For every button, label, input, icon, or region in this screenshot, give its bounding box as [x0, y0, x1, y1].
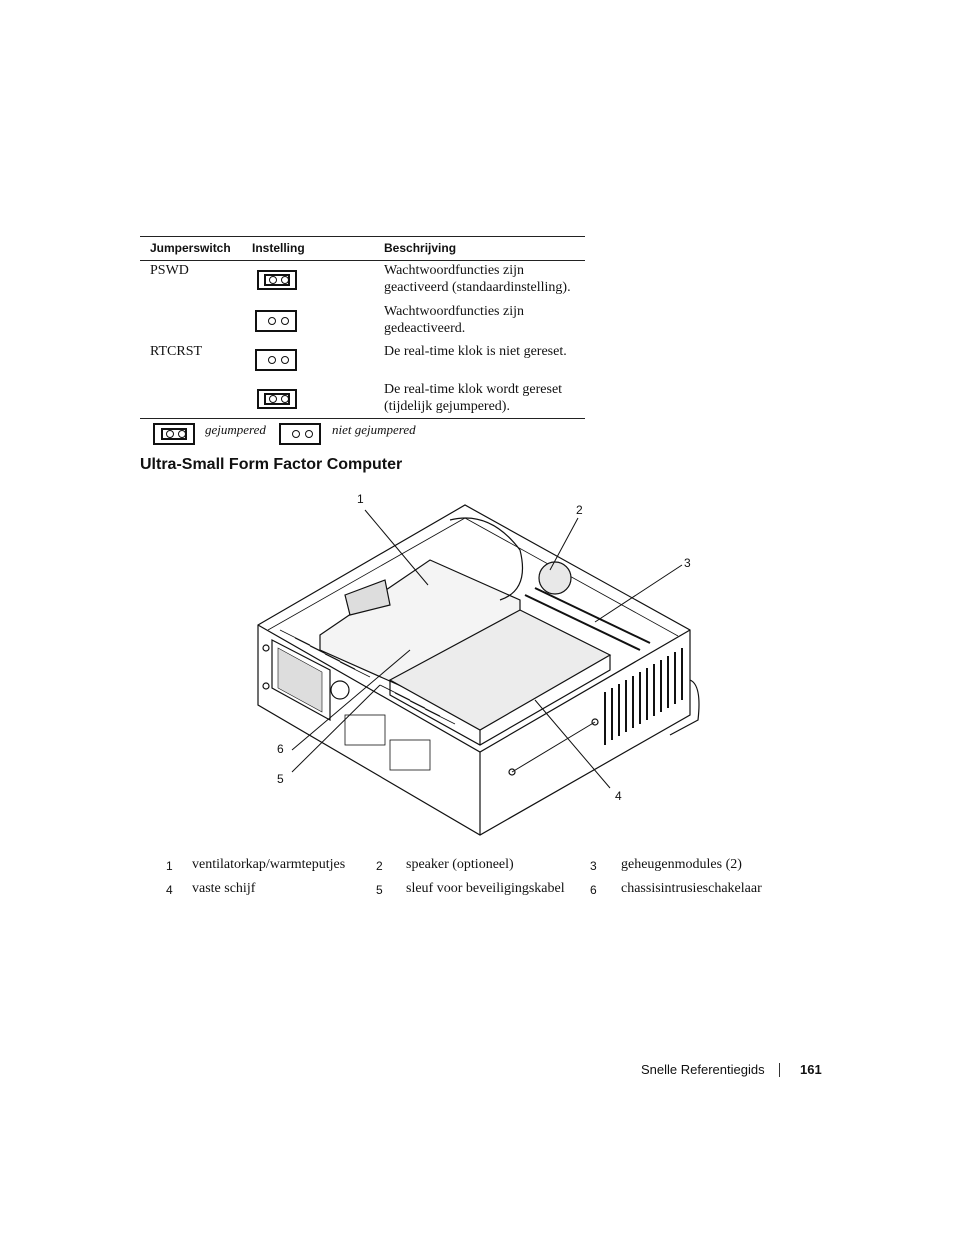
legend-jumpered-label: gejumpered: [205, 422, 266, 437]
page-number: 161: [800, 1062, 822, 1077]
part-label: sleuf voor beveiligingskabel: [406, 881, 565, 896]
legend-open-icon: [279, 423, 321, 445]
callout-2: 2: [576, 503, 583, 517]
legend-jumpered-icon: [153, 423, 195, 445]
header-instelling: Instelling: [252, 241, 305, 255]
header-jumperswitch: Jumperswitch: [150, 241, 231, 255]
callout-4: 4: [615, 789, 622, 803]
section-title: Ultra-Small Form Factor Computer: [140, 456, 403, 473]
description: Wachtwoordfuncties zijn gedeactiveerd.: [384, 304, 524, 336]
jumper-open-icon: [255, 310, 297, 332]
callout-3: 3: [684, 556, 691, 570]
part-number: 6: [590, 883, 597, 897]
legend-not-jumpered-label: niet gejumpered: [332, 422, 416, 437]
header-beschrijving: Beschrijving: [384, 241, 457, 255]
part-number: 3: [590, 859, 597, 873]
part-number: 2: [376, 859, 383, 873]
part-label: speaker (optioneel): [406, 857, 514, 872]
part-label: vaste schijf: [192, 881, 256, 896]
part-label: chassisintrusieschakelaar: [621, 881, 762, 896]
description: Wachtwoordfuncties zijn geactiveerd (standaardinstelling).: [384, 263, 571, 295]
footer-separator: [779, 1063, 780, 1077]
part-number: 5: [376, 883, 383, 897]
callout-5: 5: [277, 772, 284, 786]
part-label: ventilatorkap/warmteputjes: [192, 857, 346, 872]
jumper-jumpered-icon: [257, 270, 297, 290]
part-label: geheugenmodules (2): [621, 857, 742, 872]
computer-diagram: [250, 490, 710, 840]
jumper-jumpered-icon: [257, 389, 297, 409]
callout-1: 1: [357, 492, 364, 506]
switch-name: PSWD: [150, 263, 189, 278]
callout-6: 6: [277, 742, 284, 756]
table-header-rule: [140, 260, 585, 261]
part-number: 4: [166, 883, 173, 897]
description: De real-time klok is niet gereset.: [384, 344, 567, 359]
jumper-open-icon: [255, 349, 297, 371]
switch-name: RTCRST: [150, 344, 203, 359]
table-bottom-rule: [140, 418, 585, 419]
part-number: 1: [166, 859, 173, 873]
footer-title: Snelle Referentiegids: [641, 1062, 765, 1077]
table-top-rule: [140, 236, 585, 237]
description: De real-time klok wordt gereset (tijdelijk gejumpered).: [384, 382, 563, 414]
